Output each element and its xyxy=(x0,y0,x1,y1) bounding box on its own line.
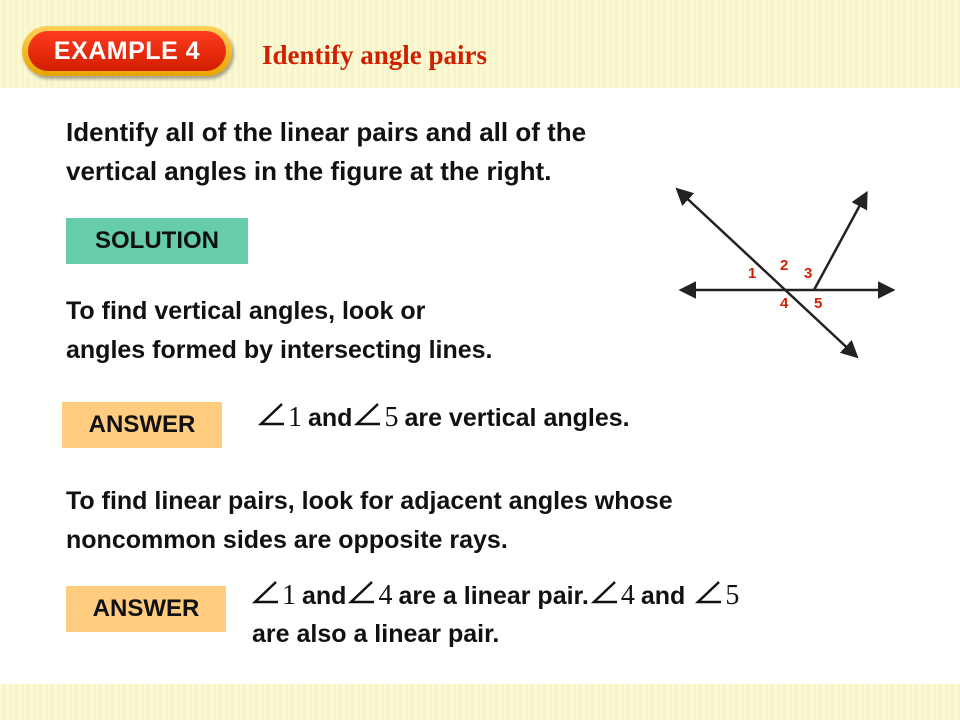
angle-label-5: 5 xyxy=(814,295,823,312)
linear-line-2: noncommon sides are opposite rays. xyxy=(66,526,508,554)
intersecting-lines-diagram xyxy=(670,180,910,370)
angle-number: 1 xyxy=(288,402,302,433)
angle-number: 5 xyxy=(725,580,740,611)
angle-figure xyxy=(670,180,910,375)
vertical-answer xyxy=(258,400,630,436)
angle-symbol-icon xyxy=(258,402,284,426)
lesson-title: Identify angle pairs xyxy=(262,40,488,70)
angle-number: 4 xyxy=(378,580,393,611)
angle-label-1: 1 xyxy=(748,265,757,282)
angle-number: 5 xyxy=(384,402,399,433)
and-text: and xyxy=(640,582,686,610)
angle-symbol-icon xyxy=(591,580,617,604)
vertical-line-2: angles formed by intersecting lines. xyxy=(66,336,493,364)
vertical-line-1: To find vertical angles, look or xyxy=(66,297,426,325)
linear-line-1: To find linear pairs, look for adjacent angles whose xyxy=(66,487,673,515)
prompt-line-1: Identify all of the linear pairs and all of the xyxy=(66,117,587,147)
vertical-answer-tail: are vertical angles. xyxy=(404,404,630,432)
angle-label-4: 4 xyxy=(780,295,789,312)
angle-label-3: 3 xyxy=(804,265,813,282)
angle-symbol-icon xyxy=(695,580,721,604)
angle-symbol-icon xyxy=(348,580,374,604)
linear-answer xyxy=(252,578,745,614)
linear-answer-line-2: are also a linear pair. xyxy=(252,620,500,648)
angle-symbol-icon xyxy=(354,402,380,426)
angle-number: 1 xyxy=(282,580,296,611)
linear-explanation xyxy=(66,482,673,560)
answer-label-linear: ANSWER xyxy=(66,586,226,632)
and-text: and xyxy=(302,582,347,610)
and-text: and xyxy=(308,404,353,432)
prompt-line-2: vertical angles in the figure at the right. xyxy=(66,156,552,186)
diagonal-line xyxy=(678,190,856,356)
solution-label: SOLUTION xyxy=(66,218,248,264)
answer-label-vertical: ANSWER xyxy=(62,402,222,448)
footer-band xyxy=(0,684,960,720)
example-badge-label: EXAMPLE 4 xyxy=(28,31,226,71)
angle-number: 4 xyxy=(620,580,635,611)
angle-symbol-icon xyxy=(252,580,278,604)
ray-up-right xyxy=(814,194,866,290)
linear-pair-text: are a linear pair. xyxy=(398,582,589,610)
angle-label-2: 2 xyxy=(780,257,789,274)
example-badge xyxy=(22,26,232,76)
vertical-explanation xyxy=(66,292,493,370)
problem-prompt xyxy=(66,113,766,191)
